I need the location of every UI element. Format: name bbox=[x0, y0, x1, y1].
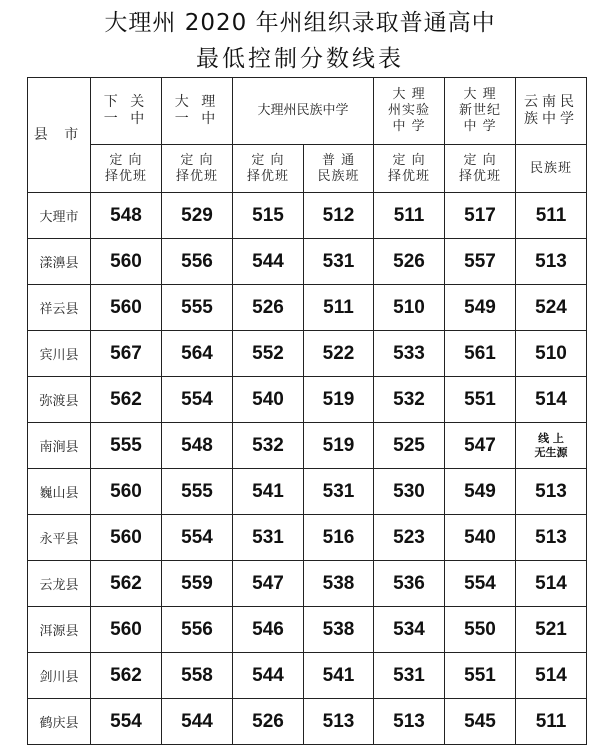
score-cell: 526 bbox=[233, 699, 304, 745]
school-header-row bbox=[28, 78, 587, 145]
score-cell: 556 bbox=[162, 239, 233, 285]
score-cell: 510 bbox=[374, 285, 445, 331]
score-cell: 513 bbox=[516, 469, 587, 515]
score-table-body bbox=[28, 193, 587, 745]
score-cell: 513 bbox=[374, 699, 445, 745]
score-cell: 531 bbox=[304, 239, 374, 285]
score-cell: 541 bbox=[233, 469, 304, 515]
class-type-header: 定 向 择优班 bbox=[162, 145, 233, 193]
score-cell: 555 bbox=[91, 423, 162, 469]
class-type-header: 定 向 择优班 bbox=[374, 145, 445, 193]
class-type-header: 民族班 bbox=[516, 145, 587, 193]
score-cell: 562 bbox=[91, 377, 162, 423]
county-cell: 剑川县 bbox=[28, 653, 91, 699]
score-cell: 557 bbox=[445, 239, 516, 285]
score-cell: 546 bbox=[233, 607, 304, 653]
score-cell: 513 bbox=[516, 239, 587, 285]
score-cell: 559 bbox=[162, 561, 233, 607]
table-row bbox=[28, 653, 587, 699]
county-cell: 大理市 bbox=[28, 193, 91, 239]
county-cell: 南涧县 bbox=[28, 423, 91, 469]
score-cell: 547 bbox=[445, 423, 516, 469]
county-column-header: 县 市 bbox=[28, 78, 91, 193]
county-cell: 弥渡县 bbox=[28, 377, 91, 423]
score-cell: 562 bbox=[91, 653, 162, 699]
score-cell: 551 bbox=[445, 653, 516, 699]
score-cell: 558 bbox=[162, 653, 233, 699]
score-cell: 560 bbox=[91, 469, 162, 515]
score-cell: 560 bbox=[91, 239, 162, 285]
table-row bbox=[28, 285, 587, 331]
score-cell: 511 bbox=[516, 699, 587, 745]
score-cell: 529 bbox=[162, 193, 233, 239]
score-cell: 521 bbox=[516, 607, 587, 653]
score-cell: 525 bbox=[374, 423, 445, 469]
score-cell: 552 bbox=[233, 331, 304, 377]
class-type-header-row bbox=[28, 145, 587, 193]
score-cell: 526 bbox=[233, 285, 304, 331]
score-cell: 512 bbox=[304, 193, 374, 239]
score-cell: 551 bbox=[445, 377, 516, 423]
score-cell: 533 bbox=[374, 331, 445, 377]
score-cell: 545 bbox=[445, 699, 516, 745]
score-cell: 538 bbox=[304, 607, 374, 653]
score-cell: 526 bbox=[374, 239, 445, 285]
score-cell: 513 bbox=[304, 699, 374, 745]
score-cell: 554 bbox=[162, 515, 233, 561]
score-cell: 532 bbox=[374, 377, 445, 423]
score-cell: 562 bbox=[91, 561, 162, 607]
school-header: 大理州民族中学 bbox=[233, 78, 374, 145]
school-header: 大 理 新世纪 中 学 bbox=[445, 78, 516, 145]
county-cell: 云龙县 bbox=[28, 561, 91, 607]
table-row bbox=[28, 239, 587, 285]
score-cell: 524 bbox=[516, 285, 587, 331]
score-cell: 549 bbox=[445, 285, 516, 331]
score-cell: 519 bbox=[304, 377, 374, 423]
score-cell: 511 bbox=[374, 193, 445, 239]
school-header: 大 理 州实验 中 学 bbox=[374, 78, 445, 145]
score-cell: 514 bbox=[516, 377, 587, 423]
score-cell: 554 bbox=[91, 699, 162, 745]
score-cell: 541 bbox=[304, 653, 374, 699]
score-table bbox=[27, 77, 587, 745]
class-type-header: 定 向 择优班 bbox=[445, 145, 516, 193]
score-cell: 560 bbox=[91, 515, 162, 561]
school-header: 云南民 族中学 bbox=[516, 78, 587, 145]
score-cell: 530 bbox=[374, 469, 445, 515]
score-cell: 513 bbox=[516, 515, 587, 561]
score-cell: 531 bbox=[374, 653, 445, 699]
table-row bbox=[28, 423, 587, 469]
score-cell: 540 bbox=[445, 515, 516, 561]
county-cell: 巍山县 bbox=[28, 469, 91, 515]
table-row bbox=[28, 699, 587, 745]
score-cell: 531 bbox=[233, 515, 304, 561]
county-cell: 宾川县 bbox=[28, 331, 91, 377]
score-cell: 548 bbox=[162, 423, 233, 469]
county-cell: 漾濞县 bbox=[28, 239, 91, 285]
score-cell: 511 bbox=[516, 193, 587, 239]
score-cell: 554 bbox=[445, 561, 516, 607]
score-cell: 549 bbox=[445, 469, 516, 515]
score-cell: 554 bbox=[162, 377, 233, 423]
score-cell: 555 bbox=[162, 469, 233, 515]
score-cell: 556 bbox=[162, 607, 233, 653]
table-row bbox=[28, 515, 587, 561]
score-cell: 522 bbox=[304, 331, 374, 377]
score-cell: 531 bbox=[304, 469, 374, 515]
score-cell: 544 bbox=[233, 653, 304, 699]
score-cell: 560 bbox=[91, 607, 162, 653]
table-row bbox=[28, 377, 587, 423]
score-cell: 523 bbox=[374, 515, 445, 561]
score-cell: 516 bbox=[304, 515, 374, 561]
score-cell: 540 bbox=[233, 377, 304, 423]
table-row bbox=[28, 561, 587, 607]
score-cell: 514 bbox=[516, 653, 587, 699]
score-cell: 544 bbox=[162, 699, 233, 745]
school-header: 下 关 一 中 bbox=[91, 78, 162, 145]
class-type-header: 普 通 民族班 bbox=[304, 145, 374, 193]
table-row bbox=[28, 607, 587, 653]
score-cell: 548 bbox=[91, 193, 162, 239]
score-cell: 534 bbox=[374, 607, 445, 653]
county-cell: 永平县 bbox=[28, 515, 91, 561]
score-cell: 511 bbox=[304, 285, 374, 331]
score-cell: 517 bbox=[445, 193, 516, 239]
table-row bbox=[28, 469, 587, 515]
table-row bbox=[28, 193, 587, 239]
score-cell: 555 bbox=[162, 285, 233, 331]
table-title-line-2: 最低控制分数线表 bbox=[196, 46, 404, 72]
school-header: 大 理 一 中 bbox=[162, 78, 233, 145]
score-cell: 550 bbox=[445, 607, 516, 653]
table-title-line-1: 大理州 2020 年州组织录取普通高中 bbox=[104, 10, 496, 36]
class-type-header: 定 向 择优班 bbox=[233, 145, 304, 193]
county-cell: 洱源县 bbox=[28, 607, 91, 653]
score-cell: 519 bbox=[304, 423, 374, 469]
score-cell: 510 bbox=[516, 331, 587, 377]
score-cell: 544 bbox=[233, 239, 304, 285]
score-cell: 560 bbox=[91, 285, 162, 331]
score-cell: 线 上 无生源 bbox=[516, 423, 587, 469]
county-cell: 祥云县 bbox=[28, 285, 91, 331]
score-cell: 567 bbox=[91, 331, 162, 377]
score-cell: 547 bbox=[233, 561, 304, 607]
score-cell: 564 bbox=[162, 331, 233, 377]
score-cell: 536 bbox=[374, 561, 445, 607]
score-cell: 514 bbox=[516, 561, 587, 607]
score-cell: 561 bbox=[445, 331, 516, 377]
score-cell: 532 bbox=[233, 423, 304, 469]
county-cell: 鹤庆县 bbox=[28, 699, 91, 745]
score-cell: 515 bbox=[233, 193, 304, 239]
table-row bbox=[28, 331, 587, 377]
score-cell: 538 bbox=[304, 561, 374, 607]
class-type-header: 定 向 择优班 bbox=[91, 145, 162, 193]
